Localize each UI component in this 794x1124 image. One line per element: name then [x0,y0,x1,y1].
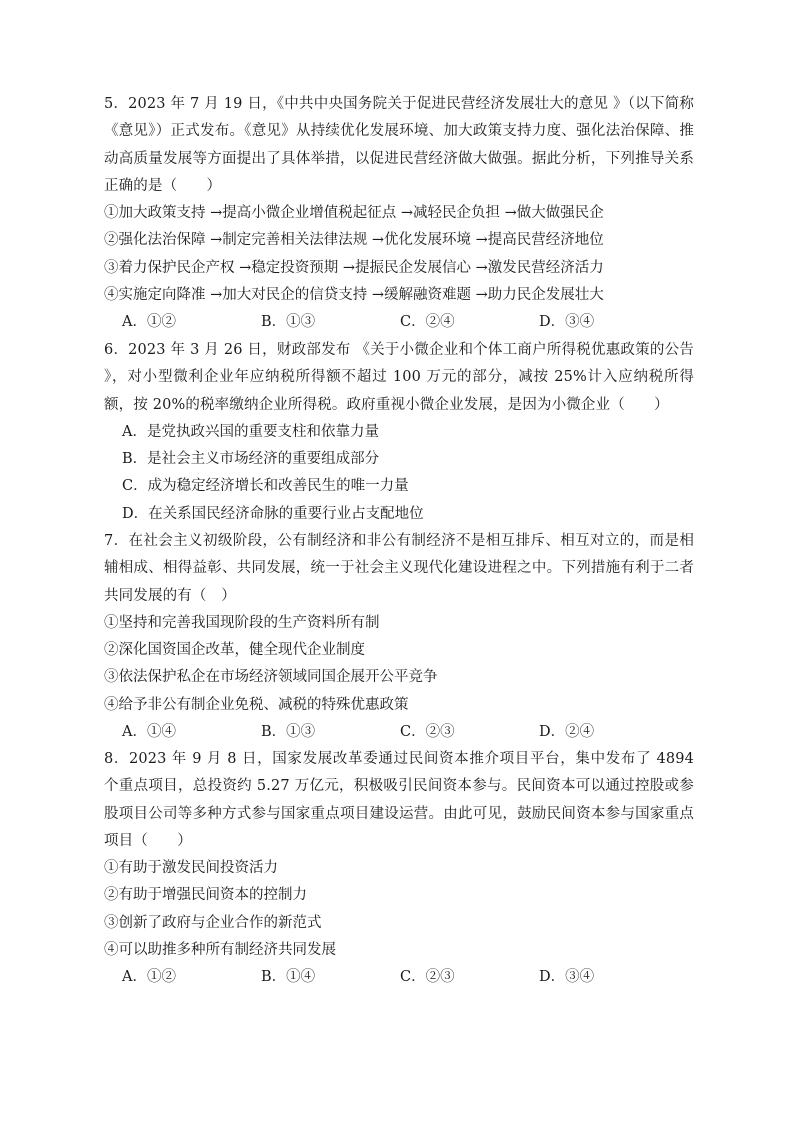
statement-2: ②深化国资国企改革，健全现代企业制度 [104,642,365,659]
option-a[interactable]: A．①② [122,969,176,986]
option-b[interactable]: B．①④ [261,969,316,986]
question-stem: 7．在社会主义初级阶段，公有制经济和非公有制经济不是相互排斥、相互对立的，而是相辅相成、相得益彰、共同发展，统一于社会主义现代化建设进程之中。下列措施有利于二者共同发展的有（ ） [104,533,694,604]
option-b[interactable]: B．①③ [261,724,316,741]
statement-1: ①加大政策支持 →提高小微企业增值税起征点 →减轻民企负担 →做大做强民企 [104,205,604,222]
question-6 [104,337,694,528]
option-d[interactable]: D．③④ [539,969,595,986]
statement-3: ③着力保护民企产权 →稳定投资预期 →提振民企发展信心 →激发民营经济活力 [104,259,604,276]
option-d[interactable]: D．②④ [539,724,595,741]
question-stem: 8．2023 年 9 月 8 日，国家发展改革委通过民间资本推介项目平台，集中发布了 4894 个重点项目，总投资约 5.27 万亿元，积极吸引民间资本参与。民间资本可以通过控股或参股项目公司等多种方式参与国家重点项目建设运营。由此可见，鼓励民间资本参与国家重点项目（ ） [104,751,694,849]
options-row [104,964,694,991]
options-row [104,719,694,746]
option-b[interactable]: B．是社会主义市场经济的重要组成部分 [122,451,380,468]
question-stem: 5．2023 年 7 月 19 日，《中共中央国务院关于促进民营经济发展壮大的意见 》（以下简称《意见》）正式发布。《意见》从持续优化发展环境、加大政策支持力度、强化法治保障、推动高质量发展等方面提出了具体举措，以促进民营经济做大做强。据此分析，下列推导关系正确的是（ ） [104,96,694,194]
question-8 [104,746,694,992]
statement-4: ④实施定向降准 →加大对民企的信贷支持 →缓解融资难题 →助力民企发展壮大 [104,287,604,304]
question-stem: 6．2023 年 3 月 26 日，财政部发布 《关于小微企业和个体工商户所得税优惠政策的公告 》，对小型微利企业年应纳税所得额不超过 100 万元的部分，减按 25%计入应纳税所得额，按 20%的税率缴纳企业所得税。政府重视小微企业发展，是因为小微企业（ ） [104,342,694,413]
statement-3: ③创新了政府与企业合作的新范式 [104,914,322,931]
statement-2: ②强化法治保障 →制定完善相关法律法规 →优化发展环境 →提高民营经济地位 [104,232,604,249]
statement-4: ④可以助推多种所有制经济共同发展 [104,942,336,959]
question-7 [104,528,694,746]
statement-1: ①坚持和完善我国现阶段的生产资料所有制 [104,614,380,631]
option-c[interactable]: C．②③ [400,724,455,741]
option-c[interactable]: C．②③ [400,969,455,986]
statement-1: ①有助于激发民间投资活力 [104,860,278,877]
option-d[interactable]: D．在关系国民经济命脉的重要行业占支配地位 [122,505,424,522]
option-a[interactable]: A．是党执政兴国的重要支柱和依靠力量 [122,423,379,440]
option-c[interactable]: C．②④ [400,314,455,331]
statement-2: ②有助于增强民间资本的控制力 [104,887,307,904]
option-d[interactable]: D．③④ [539,314,595,331]
option-c[interactable]: C．成为稳定经济增长和改善民生的唯一力量 [122,478,409,495]
option-a[interactable]: A．①② [122,314,176,331]
options-row [104,309,694,336]
option-b[interactable]: B．①③ [261,314,316,331]
statement-3: ③依法保护私企在市场经济领域同国企展开公平竞争 [104,669,438,686]
question-5 [104,91,694,337]
option-a[interactable]: A．①④ [122,724,176,741]
statement-4: ④给予非公有制企业免税、减税的特殊优惠政策 [104,696,409,713]
